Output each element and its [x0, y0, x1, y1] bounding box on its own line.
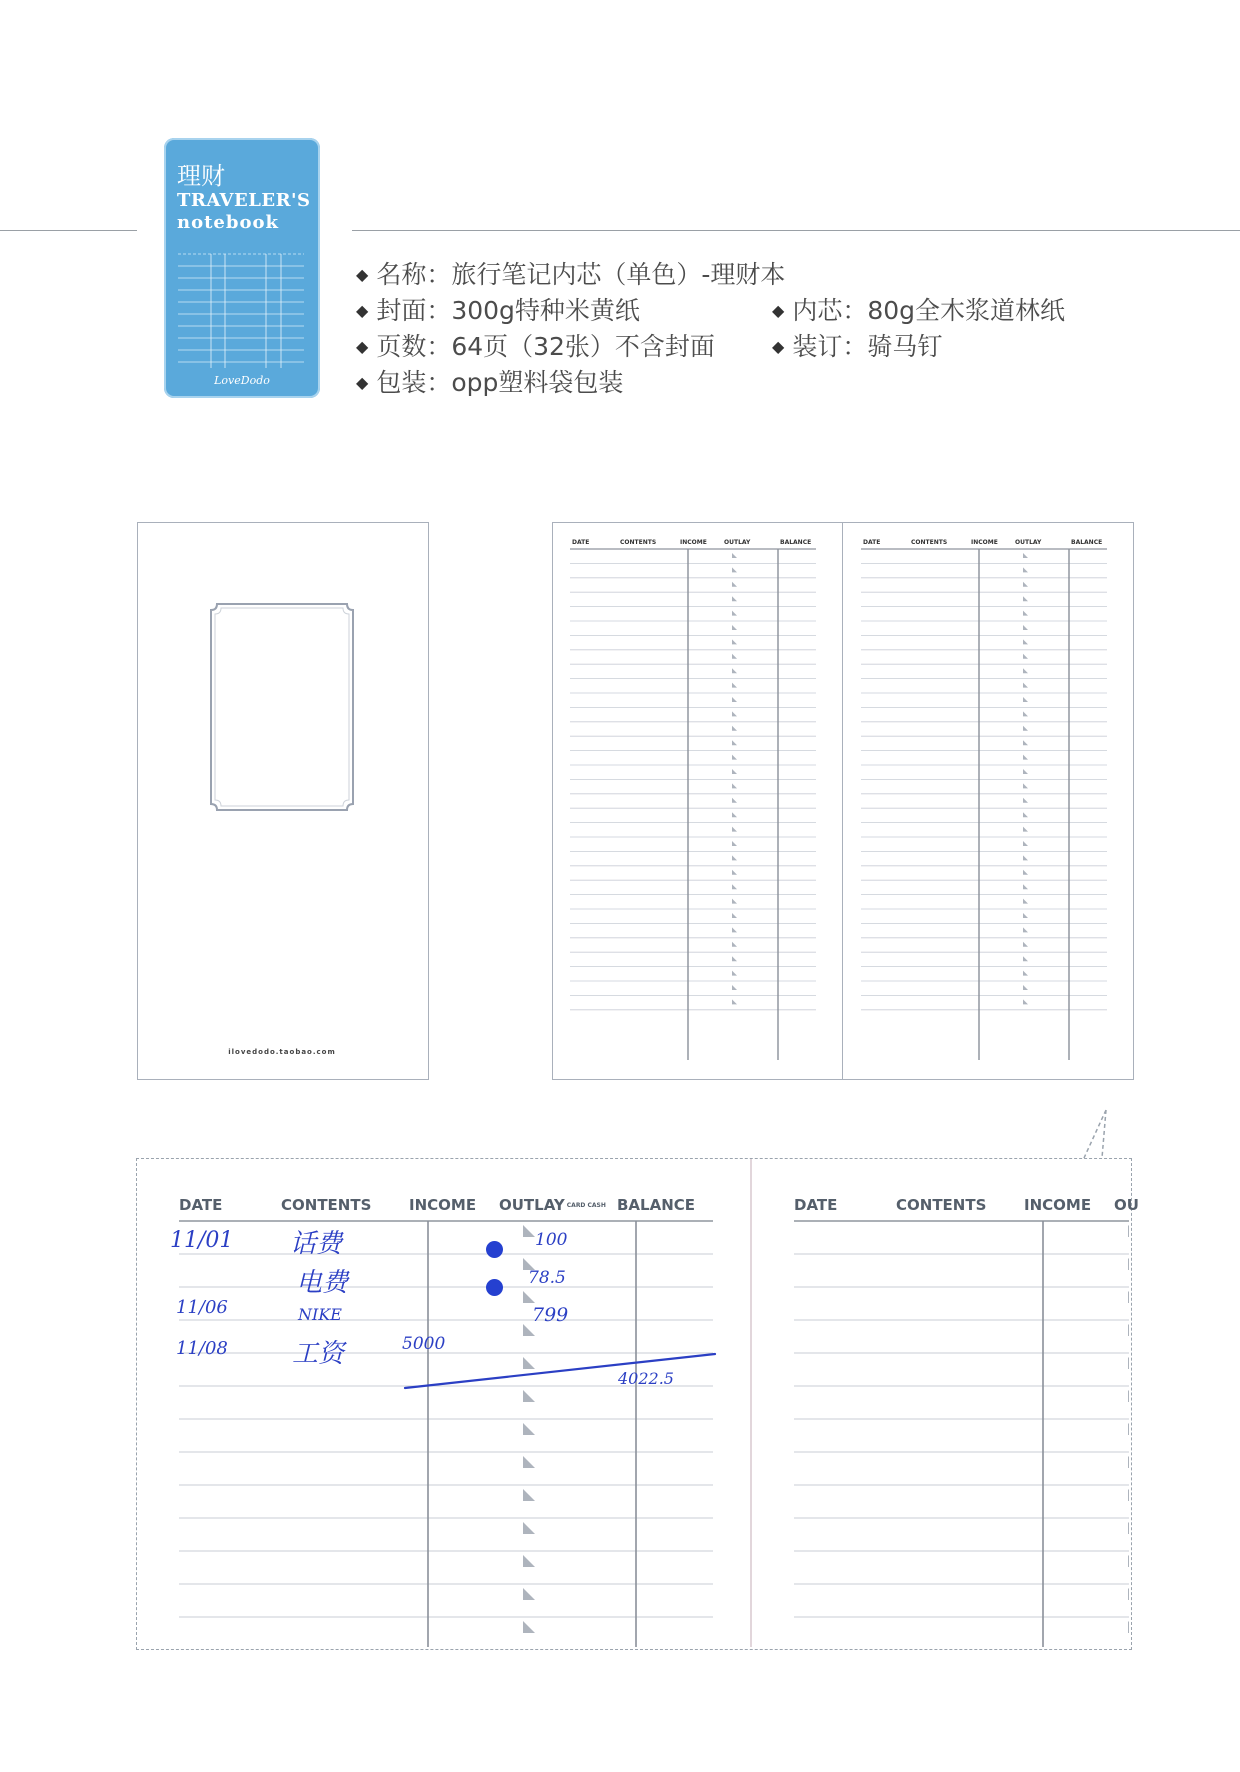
ledger-marker [523, 1456, 535, 1468]
ledger-marker [732, 899, 737, 904]
header-date: DATE [794, 1196, 838, 1214]
ledger-marker [1023, 884, 1028, 889]
ledger-marker [732, 827, 737, 832]
ledger-marker [1023, 711, 1028, 716]
entry-outlay: 78.5 [528, 1268, 566, 1288]
spec-binding: ◆ 装订：骑马钉 [772, 332, 943, 361]
entry-date: 11/08 [176, 1338, 228, 1359]
bullet-icon: ◆ [772, 301, 785, 320]
thumb-ledger-preview [178, 250, 304, 374]
ledger-marker [1023, 985, 1028, 990]
ledger-marker [1128, 1357, 1129, 1369]
ledger-marker [1128, 1522, 1129, 1534]
ledger-marker [732, 927, 737, 932]
header-rule-right [352, 230, 1240, 231]
zoom-callout-connector [1080, 1108, 1110, 1160]
ledger-marker [732, 956, 737, 961]
card-mark-icon [486, 1241, 503, 1258]
header-outlay: OUTLAY CARD CASH [499, 1196, 606, 1214]
spec-packaging: ◆ 包装：opp塑料袋包装 [356, 368, 624, 397]
ledger-marker [732, 625, 737, 630]
ledger-marker [523, 1225, 535, 1237]
ledger-marker [1023, 999, 1028, 1004]
cover-url: ilovedodo.taobao.com [228, 1048, 336, 1056]
ledger-marker [732, 668, 737, 673]
ledger-marker [1128, 1555, 1129, 1567]
entry-date: 11/01 [170, 1228, 234, 1253]
ledger-marker [1023, 668, 1028, 673]
ledger-marker [732, 711, 737, 716]
ledger-marker [523, 1555, 535, 1567]
ledger-marker [1023, 899, 1028, 904]
ledger-marker [1128, 1456, 1129, 1468]
ledger-marker [1023, 726, 1028, 731]
balance-total-stroke [400, 1350, 720, 1392]
mini-header-income: INCOME [971, 539, 998, 546]
ledger-marker [1128, 1390, 1129, 1402]
ledger-marker [1023, 855, 1028, 860]
ledger-marker [732, 639, 737, 644]
ledger-marker [523, 1522, 535, 1534]
ledger-marker [1128, 1258, 1129, 1270]
mini-header-income: INCOME [680, 539, 707, 546]
ledger-marker [732, 783, 737, 788]
thumb-signature-logo: LoveDodo [214, 374, 270, 387]
ledger-marker [523, 1489, 535, 1501]
header-income: INCOME [409, 1196, 477, 1214]
bullet-icon: ◆ [356, 265, 369, 284]
mini-header-outlay: OUTLAY [724, 539, 751, 546]
ledger-marker [732, 870, 737, 875]
ledger-marker [732, 683, 737, 688]
header-balance: BALANCE [617, 1196, 696, 1214]
ledger-marker [1128, 1588, 1129, 1600]
ledger-marker [732, 582, 737, 587]
ledger-marker [1023, 971, 1028, 976]
header-rule-left [0, 230, 137, 231]
spec-inner-paper: ◆ 内芯：80g全木浆道林纸 [772, 296, 1065, 325]
bullet-icon: ◆ [356, 337, 369, 356]
mini-header-date: DATE [572, 539, 590, 546]
ledger-marker [1128, 1324, 1129, 1336]
entry-contents: 电费 [296, 1268, 349, 1298]
bullet-icon: ◆ [356, 301, 369, 320]
ledger-marker [1023, 582, 1028, 587]
entry-contents: 工资 [292, 1339, 345, 1369]
ledger-marker [1023, 870, 1028, 875]
ledger-marker [523, 1621, 535, 1633]
ledger-marker [1023, 812, 1028, 817]
entry-income: 5000 [402, 1334, 446, 1354]
thumb-title-cn: 理财 [177, 162, 225, 190]
spec-page-count: ◆ 页数：64页（32张）不含封面 [356, 332, 715, 361]
ledger-marker [732, 596, 737, 601]
ledger-marker [523, 1423, 535, 1435]
ledger-marker [1023, 841, 1028, 846]
ledger-marker [523, 1588, 535, 1600]
ledger-marker [523, 1291, 535, 1303]
ledger-marker [1023, 769, 1028, 774]
ledger-marker [732, 553, 737, 558]
header-date: DATE [179, 1196, 223, 1214]
ledger-marker [1128, 1621, 1129, 1633]
ledger-marker [1023, 639, 1028, 644]
entry-contents: 话费 [290, 1229, 343, 1259]
ledger-marker [1128, 1225, 1129, 1237]
ledger-marker [1023, 927, 1028, 932]
ledger-marker [1023, 798, 1028, 803]
cover-label-frame [209, 602, 355, 812]
mini-header-outlay: OUTLAY [1015, 539, 1042, 546]
ledger-marker [732, 985, 737, 990]
ledger-marker [1023, 596, 1028, 601]
entry-contents: NIKE [298, 1305, 342, 1324]
ledger-marker [1023, 956, 1028, 961]
ledger-marker [1023, 827, 1028, 832]
header-contents: CONTENTS [281, 1196, 372, 1214]
card-mark-icon [486, 1279, 503, 1296]
ledger-marker [732, 884, 737, 889]
ledger-marker [732, 841, 737, 846]
mini-header-contents: CONTENTS [620, 539, 657, 546]
bullet-icon: ◆ [772, 337, 785, 356]
ledger-marker [1023, 697, 1028, 702]
header-income: INCOME [1024, 1196, 1092, 1214]
ledger-marker [732, 769, 737, 774]
spec-cover-paper: ◆ 封面：300g特种米黄纸 [356, 296, 640, 325]
zoom-ledger-rules [137, 1159, 1129, 1647]
entry-outlay: 100 [535, 1230, 568, 1250]
product-thumbnail [164, 138, 320, 398]
ledger-marker [1023, 553, 1028, 558]
entry-outlay: 799 [532, 1304, 569, 1326]
ledger-marker [1023, 755, 1028, 760]
ledger-marker [732, 971, 737, 976]
header-outlay-note: CARD CASH [566, 1202, 606, 1209]
ledger-marker [732, 942, 737, 947]
ledger-marker [1128, 1489, 1129, 1501]
ledger-marker [732, 812, 737, 817]
ledger-marker [1128, 1291, 1129, 1303]
thumb-subtitle-en: notebook [177, 212, 279, 233]
spread-ledger-rules [552, 522, 1134, 1080]
mini-header-contents: CONTENTS [911, 539, 948, 546]
ledger-marker [1023, 654, 1028, 659]
ledger-marker [1023, 683, 1028, 688]
mini-header-date: DATE [863, 539, 881, 546]
ledger-marker [1023, 567, 1028, 572]
ledger-marker [732, 611, 737, 616]
ledger-marker [732, 855, 737, 860]
ledger-marker [1023, 942, 1028, 947]
ledger-marker [732, 740, 737, 745]
ledger-marker [732, 999, 737, 1004]
ledger-marker [1023, 611, 1028, 616]
ledger-marker [732, 567, 737, 572]
ledger-marker [1023, 625, 1028, 630]
ledger-marker [732, 697, 737, 702]
ledger-marker [1128, 1423, 1129, 1435]
ledger-marker [732, 755, 737, 760]
ledger-marker [732, 798, 737, 803]
ledger-marker [1023, 740, 1028, 745]
mini-header-balance: BALANCE [1071, 539, 1103, 546]
ledger-marker [1023, 913, 1028, 918]
bullet-icon: ◆ [356, 373, 369, 392]
ledger-marker [1023, 783, 1028, 788]
spec-name: ◆ 名称：旅行笔记内芯（单色）-理财本 [356, 260, 786, 289]
header-contents: CONTENTS [896, 1196, 987, 1214]
header-outlay-cut: OU [1114, 1196, 1139, 1214]
mini-header-balance: BALANCE [780, 539, 812, 546]
entry-date: 11/06 [176, 1297, 228, 1318]
ledger-marker [732, 654, 737, 659]
entry-balance: 4022.5 [618, 1369, 674, 1388]
ledger-marker [732, 726, 737, 731]
ledger-marker [732, 913, 737, 918]
thumb-title-en: TRAVELER'S [177, 190, 311, 211]
